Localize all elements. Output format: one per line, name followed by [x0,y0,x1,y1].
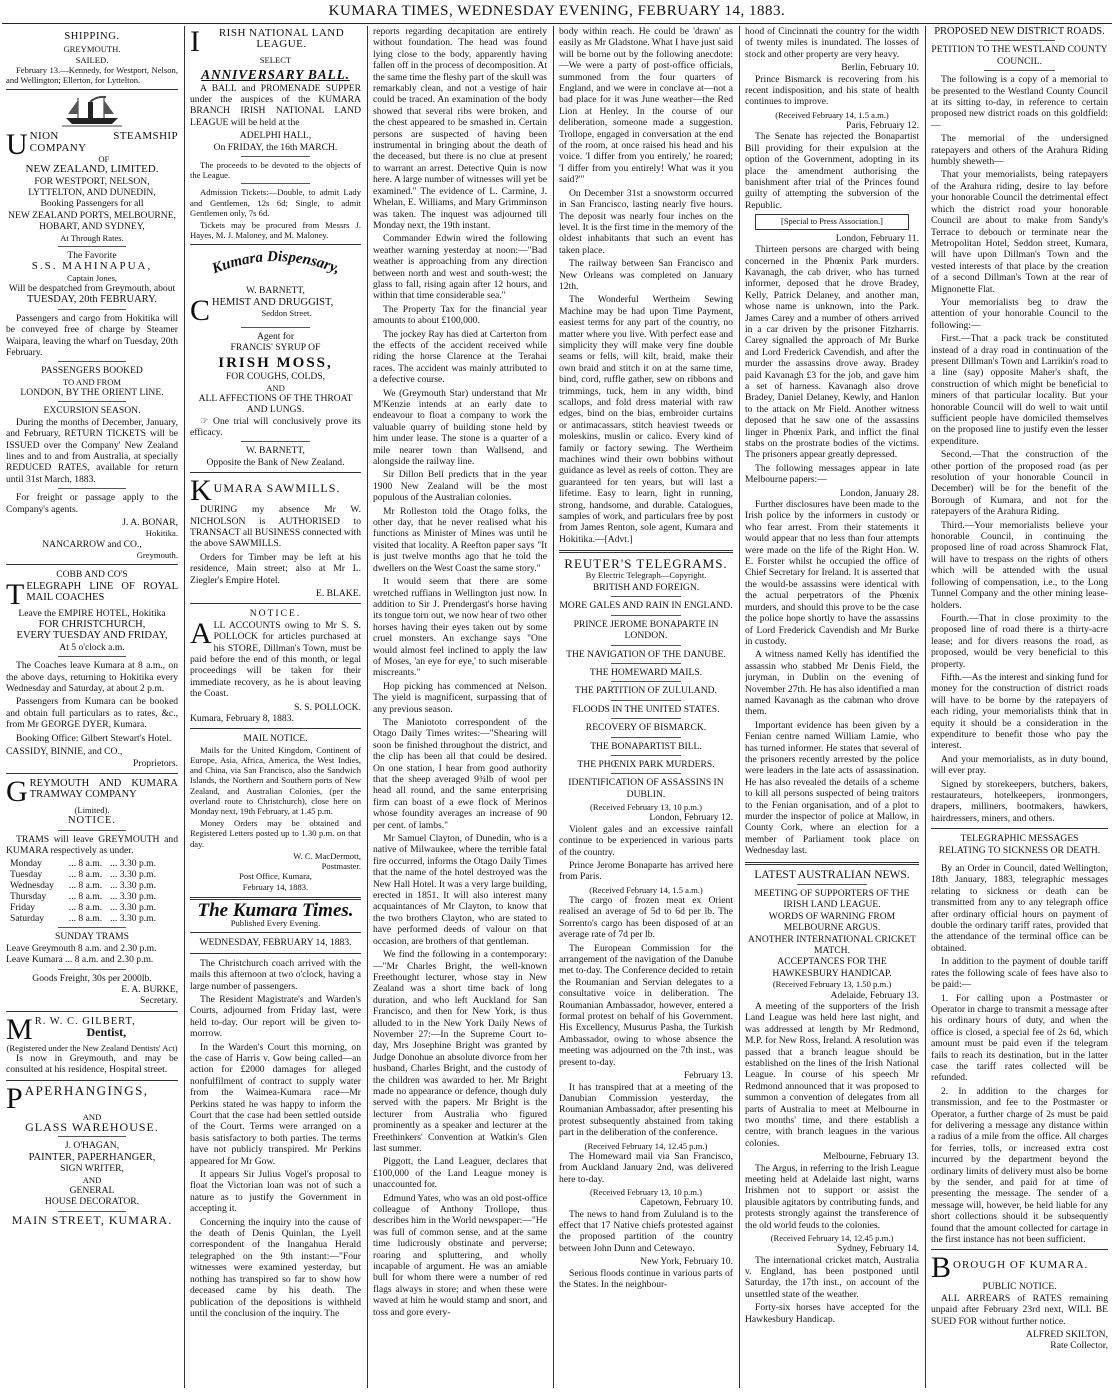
inl-text: A BALL and PROMENADE SUPPER under the auspices of the KUMARA BRANCH IRISH NATIONAL LAND LEAGUE will be held at the [190,82,361,128]
tram-schedule-cell-day: Monday [10,858,42,870]
news-para: The Maniototo correspondent of the Otago Daily Times writes:—"Shearing will soon be finished throughout the district, and the clip has been all that could be desired. On one station, I hear from good authority that the sheep averaged 9¾lb of wool per head all round, and the same enterprising firm can boast of a ewe flock of Merinos whose foundity averages an increase of 90 per cent. of lambs." [373,716,547,831]
telegram-text: A witness named Kelly has identified the assassin who stabbed Mr Denis Field, the juryman, in Dublin on the evening of November 27th. He has also identified a man named Kavanagh as the cabman who drove them. [745,649,919,718]
divider [611,755,681,756]
divider [6,773,178,774]
inl-title: RISH NATIONAL LAND LEAGUE. [218,28,345,51]
tram-schedule-cell-sep: ... [110,902,118,914]
reuters-headline: THE NAVIGATION OF THE DANUBE. [566,648,726,660]
news-para-1: The Christchurch coach arrived with the mails this afternoon at two o'clock, having a large number of passengers. [190,957,361,992]
tram-limited: (Limited). [74,804,110,815]
mail-office: Post Office, Kumara, [239,871,312,882]
cobb-proprietors: CASSIDY, BINNIE, and CO., [6,746,123,758]
tram-schedule-row [10,858,168,869]
dispensary-agent: Agent for [256,330,295,342]
tram-schedule-cell-dots: ... [68,858,76,870]
tram-schedule-row [10,902,168,913]
inl-tickets: Tickets may be procured from Messrs J. Hayes, M. J. Maloney, and M. Maloney. [190,220,361,241]
reuters-headline: BRITISH AND FOREIGN. [592,581,700,593]
news-para: We find the following in a contemporary:—"Mr Charles Bright, the well-known Freethought lecturer, whose stay in New Zealand was a short time back of long duration, and who left Auckland for San Francisco, and then for New York, is thus alluded to in the New York Daily News of November 27:—In the Supreme Court to-day, Mrs Josephine Bright was granted by Judge Donohue an absolute divorce from her husband, Charles Bright, and the custody of the children was awarded to her. Mr Bright made no appearance or defence, though duly served with the papers. Mr Bright is the lecturer from Australia who figured prominently as a speaker and lecturer at the Freethinkers' Convention at Watkin's Glen last summer. [373,949,547,1154]
news-para: Mr Rolleston told the Otago folks, the other day, that he never realised what his functions as Minister of Mines was until he visited that locality. A Reefton paper says "It is just twelve months ago that he told the dwellers on the West Coast the same story." [373,505,547,574]
dateline: Capetown, February 10. [640,1197,733,1209]
passengers-booked: PASSENGERS BOOKED [41,365,143,377]
excursion-heading: EXCURSION SEASON. [43,405,141,417]
divider [190,953,361,954]
mail-postmaster: Postmaster. [321,861,361,872]
paper-and-2: AND [82,1174,102,1185]
gilbert-title: Dentist, [86,1025,127,1040]
mail-signature: W. C. MacDermott, [293,850,361,861]
divider [611,681,681,682]
dateline: London, February 12. [649,812,733,824]
inl-date: On FRIDAY, the 16th MARCH. [213,141,338,153]
divider [611,615,681,616]
column-separator [367,26,368,1388]
tram-schedule-cell-dots: ... [68,902,76,914]
tram-dropcap: G [6,777,28,805]
masthead-rule [2,23,1112,24]
cobb-booking: Booking Office: Gilbert Stewart's Hotel. [16,732,172,744]
tram-schedule-cell-am: 8 a.m. [78,869,103,881]
tram-schedule-row [10,880,168,891]
usc-title: NION STEAMSHIP COMPANY [29,131,178,154]
tram-schedule-cell-sep: ... [110,913,118,925]
telegraphic-para: In addition to the payment of double tariff rates the following scale of fees have also to be paid:— [931,956,1108,991]
newspaper-title: The Kumara Times. [197,899,354,921]
inl-hall: ADELPHI HALL, [239,130,312,142]
news-para-4: It appears Sir Julius Vogel's proposal to float the Victorian loan was not of such a nature as to justify the Government in accepting it. [190,1169,361,1215]
tram-text: TRAMS will leave GREYMOUTH and KUMARA respectively as under. [6,833,178,856]
borough-signature: ALFRED SKILTON, [1025,1329,1108,1341]
divider [931,828,1108,829]
news-para: body within reach. He could be 'drawn' as easily as Mr Gladstone. What I have just said will be borne out by the following anecdote:—We were a party of post-office officials, summoned from the four quarters of England, and we were in conclave at—not a bad place for it was June weather—the Red Lion at Henley. In the course of our deliberation, someone made a suggestion. Trollope, engaged in conversation at the end of the room, at once raised his head and his voice. 'I differ from you entirely,' he roared; 'I differ from you entirely! What was it you said?'" [559,26,733,186]
paper-job-1: PAINTER, PAPERHANGER, [28,1151,156,1163]
usc-dropcap: U [6,131,28,162]
column-separator [925,26,926,1388]
telegraphic-para: 1. For calling upon a Postmaster or Operator in charge to transmit a message after his ordinary hours of duty, and when the office is closed, a special fee of 2s 6d, which amount must be paid even if the telegram fails to reach its destination, but in the latter case the tariff rates collected will be refunded. [931,992,1108,1084]
received-line: (Received February 14, 12.45 p.m.) [584,1140,708,1151]
divider [559,550,733,553]
ship-name: S.S. MAHINAPUA, [31,260,153,273]
tram-schedule-cell-sep: ... [110,858,118,870]
dateline: London, February 11. [835,232,919,244]
mail-notice-title: MAIL NOTICE. [243,733,308,745]
news-para: The railway between San Francisco and New Orleans was completed on January 12th. [559,258,733,292]
news-para: Mr Samuel Clayton, of Dunedin, who is a native of Milwaukee, where the terrible fatal fire occurred, informs the Otago Daily Times that the name of the hotel destroyed was the New Hall Hotel. It was a very large building, erected in 1851. It will also interest many acquaintances of Mr Clayton, to know that the two brothers Clayton, who are stated to have performed deeds of valour on that occasion, are brothers of that gentleman. [373,833,547,947]
tram-schedule-cell-dots: ... [68,913,76,925]
petition-para: Your memorialists beg to draw the attention of your honorable Council to the following:— [931,296,1108,331]
divider [6,564,178,565]
notice-dropcap: A [190,619,212,650]
column-separator [553,26,554,1388]
reuters-headlines [559,582,733,800]
borough-text: ALL ARREARS of RATES remaining unpaid after February 23rd next, WILL BE SUED FOR without further notice. [931,1292,1108,1327]
reuters-headline: THE PARTITION OF ZULULAND. [575,685,717,697]
news-para: Piggott, the Land Leaguer, declares that £100,000 of the Land League money is unaccounted for. [373,1156,547,1191]
paper-job-4: HOUSE DECORATOR. [44,1196,140,1208]
news-para: On December 31st a snowstorm occurred in San Francisco, lasting nearly five hours. The deposit was nearly four inches on the level. It is the first time in the memory of the oldest inhabitants that such an event has taken place. [559,187,733,256]
column-6 [931,26,1108,1388]
inl-proceeds: The proceeds to be devoted to the objects of the League. [190,160,361,181]
sawmills-text: DURING my absence Mr W. NICHOLSON is AUTHORISED to TRANSACT all BUSINESS connected with the above SAWMILLS. [190,504,361,550]
inl-admission: Admission Tickets:—Double, to admit Lady and Gentlemen, 12s 6d; Single, to admit Gentlemen only, 7s 6d. [190,187,361,218]
usc-booking: Booking Passengers for all [40,198,144,210]
to-from: TO AND FROM [62,376,122,387]
borough-dropcap: B [931,1254,952,1282]
petition-para: Third.—Your memorialists believe your honorable Council, in continuing the proposed line of road across Shamrock Flat, will have to trespass on the rights of others which will be attended with the usual following of compensation, i.e., to the Long Tunnel Company and the other mining lease-holders. [931,519,1108,611]
reuters-headline: RECOVERY OF BISMARCK. [585,722,707,734]
petition-para: Signed by storekeepers, butchers, bakers, restaurateurs, hotelkeepers, ironmongers, drapers, milliners, bootmakers, hawkers, hairdressers, miners, and others. [931,778,1108,824]
news-para: The Property Tax for the financial year amounts to about £100,000. [373,303,547,327]
tram-schedule-cell-pm: 3.30 p.m. [119,902,156,914]
petition-para: Fifth.—As the interest and sinking fund for money for the construction of district roads will have to be borne by the ratepayers of each riding, your memorialists think that in equity it should be a consideration in the expenditure to benefit those who pay the interest. [931,671,1108,752]
petition-para: The memorial of the undersigned ratepayers and others of the Arahura Riding humbly sheweth— [931,133,1108,168]
telegram-text: Violent gales and an excessive rainfall continue to be experienced in various parts of the country. [559,823,733,858]
dateline: Melbourne, February 13. [823,1151,919,1163]
divider [190,244,361,245]
cobb-line-2: Leave the EMPIRE HOTEL, Hokitika [18,607,166,619]
dispensary-try: One trial will conclusively prove its efficacy. [190,415,361,438]
dispensary-for: FOR COUGHS, COLDS, [225,371,326,383]
telegram-text: The international cricket match, Australia v. England, has been postponed until Saturday, the 17th inst., on account of the unsettled state of the weather. [745,1254,919,1300]
telegram-text: The following messages appear in late Melbourne papers:— [745,462,919,486]
agent-2-location: Greymouth. [136,550,178,561]
telegraphic-title: TELEGRAPHIC MESSAGES [960,833,1079,845]
australian-headline: WORDS OF WARNING FROM MELBOURNE ARGUS. [768,910,896,934]
cobb-heading: COBB AND CO'S [56,569,128,581]
dispensary-and: AND [266,382,285,393]
news-para-2: The Resident Magistrate's and Warden's Courts, adjourned from Friday last, were held to-day. Our report will be given to-morrow. [190,993,361,1040]
tram-schedule-cell-am: 8 a.m. [78,858,103,870]
svg-text:Kumara Dispensary, [208,249,341,278]
dispensary-job: HEMIST AND DRUGGIST, [212,296,334,308]
tram-title: REYMOUTH AND KUMARA TRAMWAY COMPANY [29,777,178,801]
sailing-date: TUESDAY, 20th FEBRUARY. [27,294,157,306]
tram-schedule-cell-dots: ... [68,880,76,892]
dispensary-title: Kumara Dispensary, [209,249,342,278]
news-para: Sir Dillon Bell predicts that in the year 1900 New Zealand will be the most populous of the Australian colonies. [373,469,547,504]
tram-schedule-cell-dots: ... [68,891,76,903]
irish-moss: IRISH MOSS, [218,354,333,371]
paper-job-3: GENERAL [69,1184,115,1196]
cobb-line-1: ELEGRAPH LINE OF ROYAL MAIL COACHES [26,580,178,604]
tram-schedule-cell-sep: ... [110,880,118,892]
dateline: London, January 28. [840,487,919,499]
notice-title: NOTICE. [249,608,302,620]
tram-schedule-row [10,913,168,924]
usc-of: OF [98,154,110,165]
agent-1-location: Hokitika. [145,528,178,539]
cobb-proprietors-label: Proprietors. [132,757,178,769]
divider [611,737,681,738]
dispensary-dropcap: C [190,296,211,324]
tram-schedule-cell-am: 8 a.m. [78,891,103,903]
paper-job-2: SIGN WRITER, [60,1163,124,1175]
divider [931,1249,1108,1250]
telegram-text: The European Commission for the arrangement of the navigation of the Danube met to-day. The Conference decided to retain the Roumanian and Servian delegates to a consultative voice in deliberation. The Roumanian Ambassador, however, entered a formal protest on behalf of his Government. His Excellency, Musurus Pasha, the Turkish Ambassador, owing to whose absence the meeting was adjourned on the 7th inst., was present to-day. [559,942,733,1068]
dispensary-name: W. BARNETT, [246,285,305,297]
tram-schedule-cell-sep: ... [110,869,118,881]
reuters-heading: REUTER'S TELEGRAMS. [564,556,728,572]
usc-rates: At Through Rates. [60,232,124,243]
dispensary-opposite: Opposite the Bank of New Zealand. [206,456,345,468]
telegram-text: hood of Cincinnati the country for the width of twenty miles is inundated. The losses of stock and other property are very heavy. [745,26,919,60]
freight-text: For freight or passage apply to the Company's agents. [6,492,178,515]
australian-headline: MEETING OF SUPPORTERS OF THE IRISH LAND LEAGUE. [754,888,910,911]
sunday-greymouth: Leave Greymouth 8 a.m. and 2.30 p.m. [6,942,157,954]
telegram-text: The Argus, in referring to the Irish League meeting held at Adelaide last night, warns Irishmen not to support or assist the plausible agitators by contributing funds, and protests strongly against the transference of the old world feuds to the colonies. [745,1162,919,1231]
paper-and: AND [82,1111,102,1122]
notice-text: LL ACCOUNTS owing to Mr S. S. POLLOCK for articles purchased at his STORE, Dillman's Town, must be paid before the end of this month, or legal proceedings will be taken for their immediate recovery, as he is about leaving the Coast. [190,619,361,700]
news-para: We (Greymouth Star) understand that Mr M'Kenzie intends at an early date to endeavour to float a company to work the valuable quarry of building stone held by him under lease. The stone is a quarter of a mile nearer town than Wallsend, and alongside the railway line. [373,387,547,468]
tram-schedule-cell-day: Thursday [10,891,47,903]
mail-text: Mails for the United Kingdom, Continent of Europe, Asia, Africa, America, the West Indies, and China, via San Francisco, also the Sandwich Islands, the Northern and Southern ports of New Zealand, and Australian Colonies, (per the overland route to Christchurch), close here on Monday next, 19th February, at 1.45 p.m. [190,744,361,817]
telegram-text: Forty-six horses have accepted for the Hawkesbury Handicap. [745,1302,919,1325]
dateline: February 13. [683,1070,733,1082]
telegram-text: Prince Bismarck is recovering from his recent indisposition, and his state of health continues to improve. [745,73,919,108]
divider [745,862,919,865]
reuters-headline: THE BONAPARTIST BILL. [590,740,702,752]
received-line: (Received February 14, 12.45 p.m.) [770,1233,894,1244]
sawmills-orders: Orders for Timber may be left at his residence, Main street; also at Mr L. Ziegler's Empire Hotel. [190,551,361,586]
usc-ports: NEW ZEALAND PORTS, MELBOURNE, HOBART, AND SYDNEY, [8,209,176,233]
australian-headline: ACCEPTANCES FOR THE HAWKESBURY HANDICAP. [772,956,892,979]
notice-date: Kumara, February 8, 1883. [190,713,294,725]
telegram-text: The Homeward mail via San Francisco, from Auckland January 2nd, was delivered here to-day. [559,1150,733,1185]
paper-name: J. O'HAGAN, [64,1140,120,1152]
divider [6,1011,178,1012]
tram-schedule-cell-day: Saturday [10,913,45,925]
telegram-text: The Senate has rejected the Bonapartist Bill providing for their expulsion at the option of the Government, adopting in its place the amendment authorising the banishment after trial of the Princes found guilty of attempting the subversion of the Republic. [745,131,919,211]
divider [190,603,361,604]
excursion-text: During the months of December, January, and February, RETURN TICKETS will be ISSUED over the Company' New Zealand lines and to and from Australia, at specially REDUCED RATES, available for return until 31st March, 1883. [6,416,178,485]
reuters-headline: PRINCE JEROME BONAPARTE IN LONDON. [573,618,719,642]
tram-schedule-cell-pm: 3.30 p.m. [119,869,156,881]
masthead: KUMARA TIMES, WEDNESDAY EVENING, FEBRUARY 14, 1883. [328,3,786,19]
telegraphic-para: By an Order in Council, dated Wellington, 18th January, 1883, telegraphic messages relating to sickness or death can be transmitted from any to any telegraph office after ordinary official hours on payment of double the ordinary tariff rates, provided that the attendance of the terminal office can be obtained. [931,863,1108,954]
paper-address: MAIN STREET, KUMARA. [11,1212,173,1227]
divider [611,718,681,719]
telegram-text: Important evidence has been given by a Fenian centre named William Lamie, who has turned informer. He states that several of the prisoners recently arrested by the police were leaders in the late acts of assassination. He has also revealed the details of a scheme to kill all persons suspected of being traitors to the Fenian organisation, and of a plot to murder the inspector of police at Mallow, in County Cork, where an election for a member of Parliament took place on Wednesday last. [745,719,919,857]
divider [190,728,361,729]
australian-news-heading: LATEST AUSTRALIAN NEWS. [754,868,910,881]
port-heading: GREYMOUTH. [63,44,121,55]
sawmills-title: UMARA SAWMILLS. [213,481,341,496]
column-5 [745,26,919,1388]
telegram-text: It has transpired that at a meeting of the Danubian Commission yesterday, the Roumanian Ambassador, after presenting his protest subsequently abstained from taking part in the deliberation of the conference. [559,1081,733,1139]
tram-notice: NOTICE. [67,815,117,827]
received-line: (Received February 14, 1.5 a.m.) [589,884,703,895]
cobb-text-2: Passengers from Kumara can be booked and obtain full particulars as to rates, &c., from Mr GEORGE DYER, Kumara. [6,696,178,731]
dispensary-all: ALL AFFECTIONS OF THE THROAT AND LUNGS. [198,392,353,416]
sawmills-signature: E. BLAKE. [315,587,361,599]
gilbert-dropcap: M [6,1015,33,1043]
received-line: (Received February 14, 1.5 a.m.) [775,109,889,120]
mail-date: February 14, 1883. [242,881,309,892]
gilbert-text: Is now in Greymouth, and may be consulted at his residence, Hospital street. [6,1052,178,1076]
anniversary-ball: ANNIVERSARY BALL. [201,67,350,83]
sawmills-dropcap: K [190,477,212,505]
sunday-trams: SUNDAY TRAMS [54,931,130,943]
reuters-byline: By Electric Telegraph—Copyright. [585,569,707,580]
inl-select: SELECT [259,55,292,65]
agent-2: NANCARROW and CO., [42,538,142,550]
tram-schedule-cell-dots: ... [68,869,76,881]
pointing-hand-icon: ☞ [200,415,209,427]
telegram-text: Serious floods continue in various parts of the States. In the neighbour- [559,1267,733,1291]
dispensary-syrup: FRANCIS' SYRUP OF [230,342,321,354]
usc-title-2: NEW ZEALAND, LIMITED. [25,163,159,176]
petition-para: Fourth.—That in close proximity to the proposed line of road there is a thirty-acre lease; and for divers reasons the road, as proposed, would be very beneficial to this property. [931,612,1108,670]
paper-title: APERHANGINGS, [24,1084,149,1098]
telegraphic-title-2: RELATING TO SICKNESS OR DEATH. [938,844,1101,856]
received-line: (Received February 13, 1.50 p.m.) [772,979,892,990]
received-line: (Received February 13, 10 p.m.) [590,1186,702,1197]
tram-secretary: Secretary. [140,995,178,1007]
news-para-3: In the Warden's Court this morning, on the case of Harris v. Gow being called—an action for £2000 damages for alleged nonfulfilment of contract to supply water from the Waimea-Kumara race—Mr Perkins stated he was happy to inform the Court that the case had been settled outside of the Court. Terms were arranged on a basis satisfactory to both parties. The terms have not publicly transpired. Mr Perkins appeared for Mr Gow. [190,1041,361,1167]
dispensary-title-arc [196,249,356,283]
petition-para: Second.—That the construction of the other portion of the proposed road (as per resolution of your honorable Council in December) will be for the benefit of the Borough of Kumara, and not for the ratepayers of the Arahura Riding. [931,449,1108,518]
special-press-association: [Special to Press Association.] [755,214,909,229]
steamship-icon [62,94,122,128]
telegram-text: Further disclosures have been made to the Irish police by the informers in custody or who fear arrest. From their statements it would appear that no less than four attempts were made on the life of the Right Hon. W. E. Forster whilst he occupied the office of Chief Secretary for Ireland. It is asserted that the would-be assassins were identical with the actual perpetrators of the Phœnix murders, and should this prove to be the case the police hope shortly to have the assassins of Lord Frederick Cavendish and Mr Burke in custody. [745,499,919,647]
gilbert-registered: (Registered under the New Zealand Dentists' Act) [6,1042,178,1053]
divider [611,596,681,597]
favorite-label: The Favorite [67,249,117,261]
borough-collector: Rate Collector, [1050,1340,1108,1352]
cobb-line-5: At 5 o'clock a.m. [59,641,125,653]
tram-schedule-cell-am: 8 a.m. [78,902,103,914]
telegram-text: A meeting of the supporters of the Irish Land League was held here last night, and was addressed at length by Mr Redmond, M.P. for New Ross, Ireland. A resolution was passed that a branch league should be established on the lines of the Irish National League. In course of his speech Mr Redmond announced that it was proposed to summon a convention of delegates from all parts of Australia to meet at Melbourne in two months' time, and there establish a centre, with branch leagues in the various colonies. [745,1000,919,1149]
reuters-headline: THE PHŒNIX PARK MURDERS. [577,758,715,770]
column-separator [184,26,185,1388]
divider [190,932,361,933]
gilbert-name: R. W. C. GILBERT, [34,1015,136,1027]
column-1 [6,26,178,1388]
reuters-headline: FLOODS IN THE UNITED STATES. [572,703,720,715]
telegram-text: The cargo of frozen meat ex Orient realised an average of 5d to 6d per lb. The Sorrento's cargo has been disposed of at an average rate of 7d per lb. [559,895,733,941]
issue-date: WEDNESDAY, FEBRUARY 14, 1883. [199,937,352,949]
tram-schedule-cell-am: 8 a.m. [78,913,103,925]
news-para: reports regarding decapitation are entirely without foundation. The head was found lying close to the body, apparently having fallen off in the process of decomposition. At the same time the fleshy part of the skull was remarkably clean, and not a vestige of hair could be traced. An examination of the body showed that several ribs were broken, and the chest appeared to be smashed in. Certain persons are suspected of having been instrumental in bringing about the death of the deceased, but there is no clue at present to warrant an arrest. Detective Quin is now here. A large number of witnesses will yet be examined." The evidence of L. Carmine, J. Whelan, E. Williams, and Mary Grimminson was taken. The inquest was adjourned till Monday next, the 19th instant. [373,26,547,231]
usc-routes: FOR WESTPORT, NELSON, LYTTELTON, AND DUNEDIN, [28,175,156,199]
tram-schedule-cell-pm: 3.30 p.m. [119,891,156,903]
reuters-headline: MORE GALES AND RAIN IN ENGLAND. [559,600,733,612]
despatched: Will be despatched from Greymouth, about [8,282,176,294]
news-para-5: Concerning the inquiry into the cause of the death of Denis Quinlan, the Lyell correspondent of the Inangahua Herald telegraphed on the 9th instant:—"Four witnesses were examined yesterday, but nothing has transpired so far to show how deceased came by his death. The publication of the depositions is withheld until the conclusion of the inquiry. The [190,1216,361,1319]
dateline: Sydney, February 14. [837,1243,919,1255]
borough-notice: PUBLIC NOTICE. [982,1281,1057,1293]
agent-1: J. A. BONAR, [122,517,178,528]
news-para: Hop picking has commenced at Nelson. The yield is magnificent, surpassing that of any previous season. [373,680,547,715]
sewing-machine-advert: The Wonderful Wertheim Sewing Machine may be had upon Time Payment, easiest terms for any part of the country, no matter where you live. With perfect ease and simplicity they will make very fine double seams or fells, will kilt, braid, make their own braid and stitch it on at the same time, bind, cord, ruffle gather, sew on ribbons and trimmings, tuck, hem in any width, bind scallops, and fold dress material with raw edges, bind on the bias, embroider curtains or antimacassars, stitch heaviest tweeds or moleskins, muslin or calico. Every kind of family or factory sewing. The Wertheim machines wind their own bobbins without guidance as level as reels of cotton. They are guaranteed for ten years, but will last a lifetime. Easy to learn, light in running, strong, handsome, and durable. Catalogues, samples of work, and particulars free by post from James Renton, sole agent, Kumara and Hokitika.—[Advt.] [559,294,733,545]
tram-schedule-cell-day: Wednesday [10,880,54,892]
goods-freight: Goods Freight, 30s per 2000lb. [32,972,152,984]
dateline: Adelaide, February 13. [830,989,919,1001]
telegram-text: The news to hand from Zululand is to the effect that 17 Native chiefs protested against the proposed partition of the country between John Dunn and Cetewayo. [559,1208,733,1254]
cobb-line-4: EVERY TUESDAY AND FRIDAY, [16,630,168,642]
petition-para: First.—That a pack track be constituted instead of a dray road in continuation of the present Dillman's Town and Larrikin's road to a line (say) opposite Maher's shaft, the construction of which might be beneficial to miners of that particular locality. But your honorable Council will do well to wait until sufficient people have domiciled themselves on the proposed line to justify even the lesser expenditure. [931,333,1108,447]
borough-title: OROUGH OF KUMARA. [953,1259,1089,1272]
news-para: Edmund Yates, who was an old post-office colleague of Anthony Trollope, thus describes him in the World newspaper:—"He was full of common sense, and at the same time ludicrously obstinate and perverse; roaring and spluttering, and wholly incapable of argument. He was an amiable bull for whom there were a number of red flags always in store; and when these were waved at him he would stamp and snort, and toss and gore every- [373,1192,547,1318]
tram-schedule-cell-sep: ... [110,891,118,903]
telegraphic-para: 2. In addition to the charges for transmission, and fee to the Postmaster or Operator, a further charge of 2s must be paid for delivering a message any distance within a radius of a mile from the office. All charges for ferries, tolls, or increased extra cost incurred by the department beyond the ordinary limits of delivery must also be borne by the sender, and paid for at time of presenting the message. The sender of a message will, however, be held liable for any short collections should it be subsequently found that the amount collected for cartage in the first instance has not been sufficient. [931,1085,1108,1246]
published-every-evening: Published Every Evening. [230,918,321,929]
tram-schedule-cell-day: Tuesday [10,869,43,881]
petition-para: And your memorialists, as in duty bound, will ever pray. [931,753,1108,777]
news-para: The jockey Ray has died at Carterton from the effects of the accident received while riding the horse Clarence at the Terahai races. The accident was mainly attributed to a defective course. [373,328,547,386]
notice-signature: S. S. POLLOCK. [294,701,361,713]
telegram-text: Prince Jerome Bonaparte has arrived here from Paris. [559,860,733,883]
reuters-headline: THE HOMEWARD MAILS. [589,666,703,678]
dispensary-signature: W. BARNETT, [246,445,305,457]
divider [6,89,178,90]
captain: Captain Jones, [66,272,118,283]
divider [611,645,681,646]
dispensary-address: Seddon Street. [261,308,312,319]
tram-schedule-row [10,869,168,880]
divider [611,700,681,701]
petition-title: PETITION TO THE WESTLAND COUNTY COUNCIL. [931,44,1108,67]
sailed-text: February 13.—Kennedy, for Westport, Nelson, and Wellington; Ellerton, for Lyttelton. [6,64,178,86]
news-para: It would seem that there are some wretched ruffians in Wellington just now. In addition to Sir J. Prendergast's horse having its tongue torn out, we now hear of two other horses having their eyes taken out by some cruel monsters. An exchange says "One would almost feel inclined to apply the law of Moses, 'an eye for eye,' to such miserable miscreants." [373,576,547,679]
orient-line: LONDON, BY THE ORIENT LINE. [20,386,164,398]
sailed-label: SAILED. [75,54,109,65]
cobb-text-1: The Coaches leave Kumara at 8 a.m., on the above days, returning to Hokitika every Wednesday and Saturday, at about 2 p.m. [6,660,178,695]
australian-headline: ANOTHER INTERNATIONAL CRICKET MATCH. [747,933,917,957]
telegram-text: Thirteen persons are charged with being concerned in the Phœnix Park murders. Kavanagh, the cab driver, who has turned informer, deposed that he drove Bradey, Kelly, Patrick Delaney, and another man, whose name is unknown, into the Park. James Carey and a number of others arrived in a car driven by the prisoner Fitzharris. Carey signalled the approach of Mr Burke and Lord Frederick Cavendish, and after the murder the assassins drove away. Bradey paid Kavanagh £3 for the job, and gave him a set of harness. Kavanagh also drove Bradey, Daniel Delaney, Kewly, and Hanlon to the attack on Mr Field. Another witness deposed that he saw one of the assassins linger in Phœnix Park, and inflict the final stabs on the prostrate bodies of the victims. The prisoners appear greatly depressed. [745,244,919,461]
shipping-heading: SHIPPING. [64,31,120,42]
mail-money: Money Orders may be obtained and Registered Letters posted up to 1.30 p.m. on that day. [190,818,361,849]
tram-schedule-cell-am: 8 a.m. [78,880,103,892]
dateline: New York, February 10. [640,1256,733,1268]
divider [611,663,681,664]
reuters-headline: IDENTIFICATION OF ASSASSINS IN DUBLIN. [568,777,724,800]
news-para: Commander Edwin wired the following weather warning yesterday at noon:—"Bad weather is approaching from any direction between north and west and south-west; the glass to fall, rising again after 12 hours, and within that time considerable sea." [373,233,547,302]
column-4 [559,26,733,1388]
cobb-dropcap: T [6,580,25,608]
paper-title-2: GLASS WAREHOUSE. [25,1119,159,1134]
dateline: Berlin, February 10. [841,62,919,74]
cobb-line-3: FOR CHRISTCHURCH, [38,619,146,631]
received-line: (Received February 13, 10 p.m.) [590,802,702,813]
passengers-text: Passengers and cargo from Hokitika will be conveyed free of charge by Steamer Waipara, leaving the wharf on Tuesday, 20th February. [6,312,178,358]
roads-title: PROPOSED NEW DISTRICT ROADS. [934,26,1105,37]
tram-schedule [10,858,168,924]
divider [6,1080,178,1081]
petition-para: The following is a copy of a memorial to be presented to the Westland County Council at its sitting to-day, in reference to certain proposed new district roads on this goldfield:— [931,74,1108,131]
column-2 [190,26,361,1388]
column-separator [739,26,740,1388]
tram-schedule-cell-pm: 3.30 p.m. [119,913,156,925]
tram-schedule-cell-pm: 3.30 p.m. [119,858,156,870]
petition-para: That your memorialists, being ratepayers of the Arahura riding, desire to lay before your honorable Council the detrimental effect which the district road your honorable Council are about to make from Sandy's Terrace to debouch or terminate near the Metropolitan Hotel, Seddon street, Kumara, will have upon Dillman's Town and the vested interests of that place by the creation of a second Dillman's Town at the rear of Mignonette Flat. [931,169,1108,295]
tram-schedule-row [10,891,168,902]
paper-dropcap: P [6,1084,23,1112]
tram-signature: E. A. BURKE, [121,983,178,995]
dateline: Paris, February 12. [845,120,919,132]
inl-dropcap: I [190,28,200,55]
tram-schedule-cell-pm: 3.30 p.m. [119,880,156,892]
column-3 [373,26,547,1388]
tram-schedule-cell-day: Friday [10,902,36,914]
divider [190,472,361,473]
sunday-kumara: Leave Kumara ... 8 a.m. and 2.30 p.m. [6,954,154,966]
divider [611,773,681,774]
